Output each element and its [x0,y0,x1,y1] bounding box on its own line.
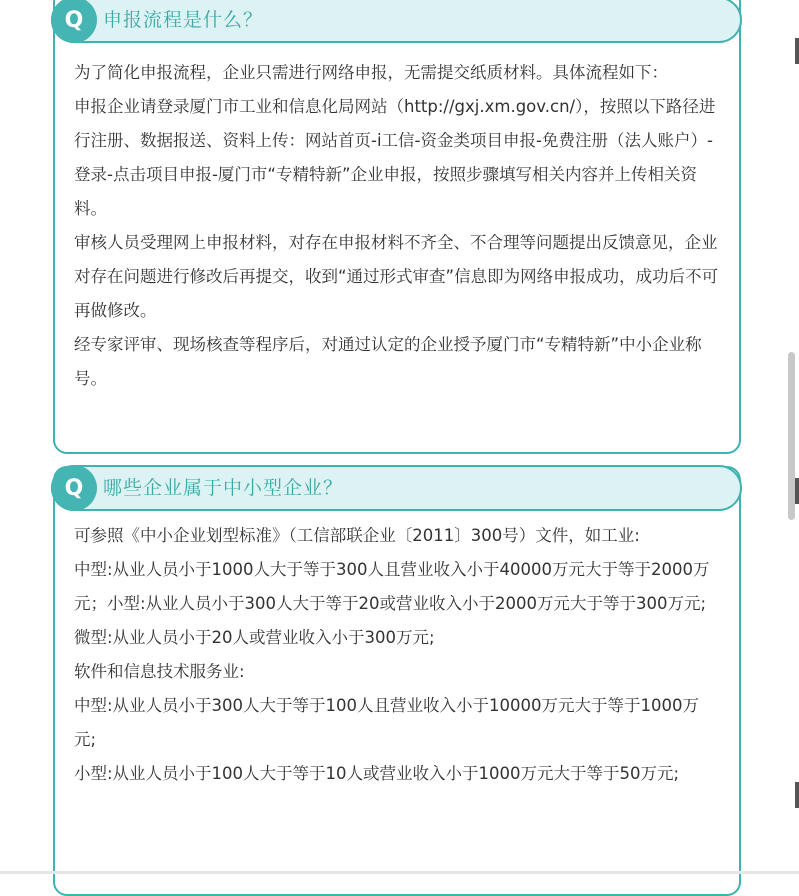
vertical-scrollbar[interactable] [785,0,799,874]
answer-body [74,519,721,791]
scroll-marker [795,782,799,808]
question-title: 申报流程是什么？ [103,9,264,31]
scroll-marker [795,478,799,504]
answer-paragraph: 微型:从业人员小于20人或营业收入小于300万元; [74,628,435,647]
faq-card-sme [53,466,741,896]
answer-paragraph: 可参照《中小企业划型标准》（工信部联企业〔2011〕300号）文件，如工业: [74,526,640,545]
question-badge-icon: Q [51,465,97,511]
faq-card-process [53,0,741,454]
answer-paragraph: 中型:从业人员小于300人大于等于100人且营业收入小于10000万元大于等于1000万元; [74,696,700,749]
answer-paragraph: 为了简化申报流程，企业只需进行网络申报，无需提交纸质材料。具体流程如下： [74,63,668,82]
answer-paragraph: 小型:从业人员小于100人大于等于10人或营业收入小于1000万元大于等于50万元; [74,764,680,783]
answer-paragraph: 经专家评审、现场核查等程序后，对通过认定的企业授予厦门市“专精特新”中小企业称号。 [74,335,702,388]
answer-paragraph: 中型:从业人员小于1000人大于等于300人且营业收入小于40000万元大于等于2000万元；小型:从业人员小于300人大于等于20或营业收入小于2000万元大于等于300万元; [74,560,710,613]
answer-paragraph: 审核人员受理网上申报材料，对存在申报材料不齐全、不合理等问题提出反馈意见，企业对存在问题进行修改后再提交，收到“通过形式审查”信息即为网络申报成功，成功后不可再做修改。 [74,233,719,320]
question-header [51,0,742,43]
question-title: 哪些企业属于中小型企业？ [103,477,344,499]
scrollbar-thumb[interactable] [788,352,795,520]
question-header [51,465,742,511]
question-badge-icon: Q [51,0,97,43]
scroll-marker [795,38,799,64]
answer-paragraph: 申报企业请登录厦门市工业和信息化局网站（http://gxj.xm.gov.cn/），按照以下路径进行注册、数据报送、资料上传：网站首页-i工信-资金类项目申报-免费注册（法人账户）-登录-点击项目申报-厦门市“专精特新”企业申报，按照步骤填写相关内容并上传相关资料。 [74,97,716,218]
answer-body [74,56,721,396]
answer-paragraph: 软件和信息技术服务业: [74,662,245,681]
